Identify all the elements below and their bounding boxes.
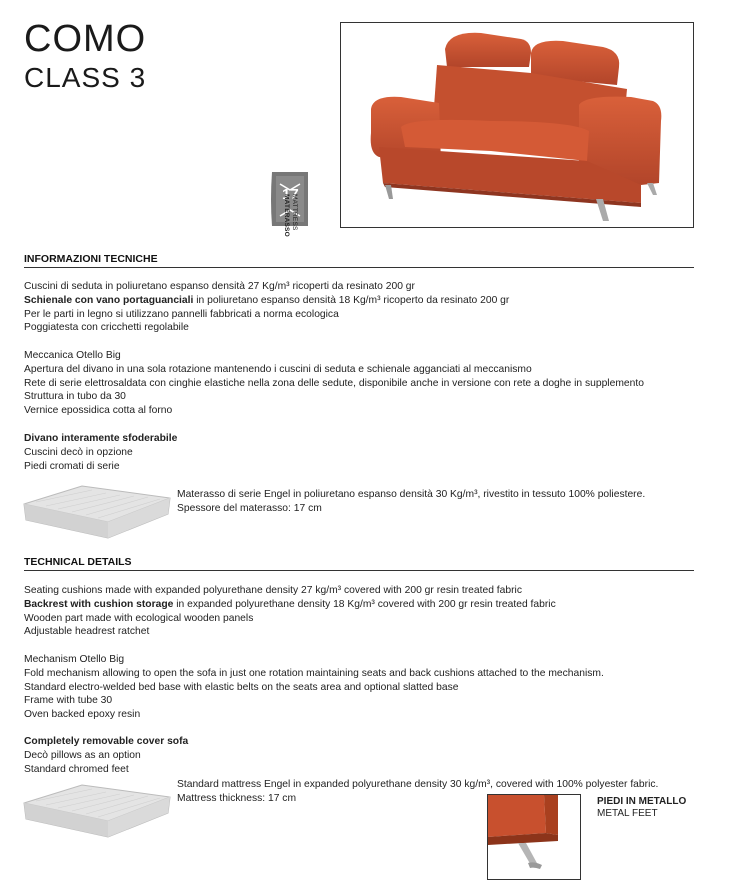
it-mattress-text [177,488,645,516]
model-title: COMO [24,18,147,60]
it-line-1: Cuscini di seduta in poliuretano espanso densità 27 Kg/m³ ricoperti da resinato 200 gr [24,281,415,292]
it-line-3: Per le parti in legno si utilizzano pannelli fabbricati a norma ecologica [24,308,339,320]
sofa-photo [340,22,694,228]
it-mechanism-line: Struttura in tubo da 30 [24,391,126,403]
en-block2 [24,653,604,722]
en-block3-line: Standard chromed feet [24,763,129,775]
it-line-4: Poggiatesta con cricchetti regolabile [24,322,189,334]
mattress-image [22,484,172,540]
en-line-2: Backrest with cushion storage in expanded polyurethane density 18 Kg/m³ covered with 200 gr resin treated fabric [24,598,556,610]
metal-feet-label-en: METAL FEET [597,808,658,819]
en-mechanism-line: Frame with tube 30 [24,695,113,707]
it-block3 [24,432,177,473]
it-mechanism-line: Apertura del divano in una sola rotazione mantenendo i cuscini di seduta e schienale agganciati al meccanismo [24,363,532,375]
it-block2 [24,349,644,418]
model-class: CLASS 3 [24,62,147,93]
en-block3 [24,735,188,776]
en-mechanism-line: Standard electro-welded bed base with elastic belts on the seats area and optional slatted base [24,681,459,693]
en-mechanism-line: Oven backed epoxy resin [24,709,141,721]
metal-foot-illustration [488,795,580,879]
divider [24,570,694,571]
it-block1 [24,280,509,335]
mattress-illustration [22,484,172,540]
it-mechanism-line: Vernice epossidica cotta al forno [24,405,173,417]
it-block3-title: Divano interamente sfoderabile [24,433,178,444]
mattress-illustration [22,783,172,839]
section-heading-en: TECHNICAL DETAILS [24,556,132,568]
en-mattress-text [177,778,658,806]
it-mechanism-name: Meccanica Otello Big [24,350,121,361]
badge-label-en: MATTRESS [291,194,298,231]
sofa-illustration [341,23,693,227]
divider [24,267,694,268]
it-line-2: Schienale con vano portaguanciali in poliuretano espanso densità 18 Kg/m³ ricoperto da resinato 200 gr [24,294,510,306]
it-mattress-line: Materasso di serie Engel in poliuretano espanso densità 30 Kg/m³, rivestito in tessuto 100% poliestere. [177,489,646,500]
section-heading-it: INFORMAZIONI TECNICHE [24,253,158,265]
en-block3-line: Decò pillows as an option [24,749,141,761]
metal-feet-photo [487,794,581,880]
en-mechanism-line: Fold mechanism allowing to open the sofa in just one rotation maintaining seats and back cushions attached to the mechanism. [24,667,604,679]
metal-feet-label-it: PIEDI IN METALLO [597,796,687,807]
en-block3-title: Completely removable cover sofa [24,736,189,747]
en-mechanism-name: Mechanism Otello Big [24,654,125,665]
en-mattress-line: Mattress thickness: 17 cm [177,792,297,804]
en-mattress-line: Standard mattress Engel in expanded polyurethane density 30 kg/m³, covered with 100% polyester fabric. [177,779,659,790]
it-mattress-line: Spessore del materasso: 17 cm [177,502,322,514]
mattress-image [22,783,172,839]
en-line-3: Wooden part made with ecological wooden panels [24,612,254,624]
badge-label-it: MATERASSO [283,194,290,237]
it-block3-line: Cuscini decò in opzione [24,446,133,458]
en-line-1: Seating cushions made with expanded polyurethane density 27 kg/m³ covered with 200 gr resin treated fabric [24,585,522,596]
mattress-badge [268,170,330,237]
it-block3-line: Piedi cromati di serie [24,460,120,472]
badge-number: 17 [282,186,299,203]
mattress-thickness-icon [268,170,330,230]
metal-feet-label [597,796,686,820]
it-mechanism-line: Rete di serie elettrosaldata con cinghie elastiche nella zona delle sedute, disponibile anche in versione con rete a doghe in supplemento [24,377,644,389]
en-line-4: Adjustable headrest ratchet [24,626,150,638]
en-block1 [24,584,556,639]
